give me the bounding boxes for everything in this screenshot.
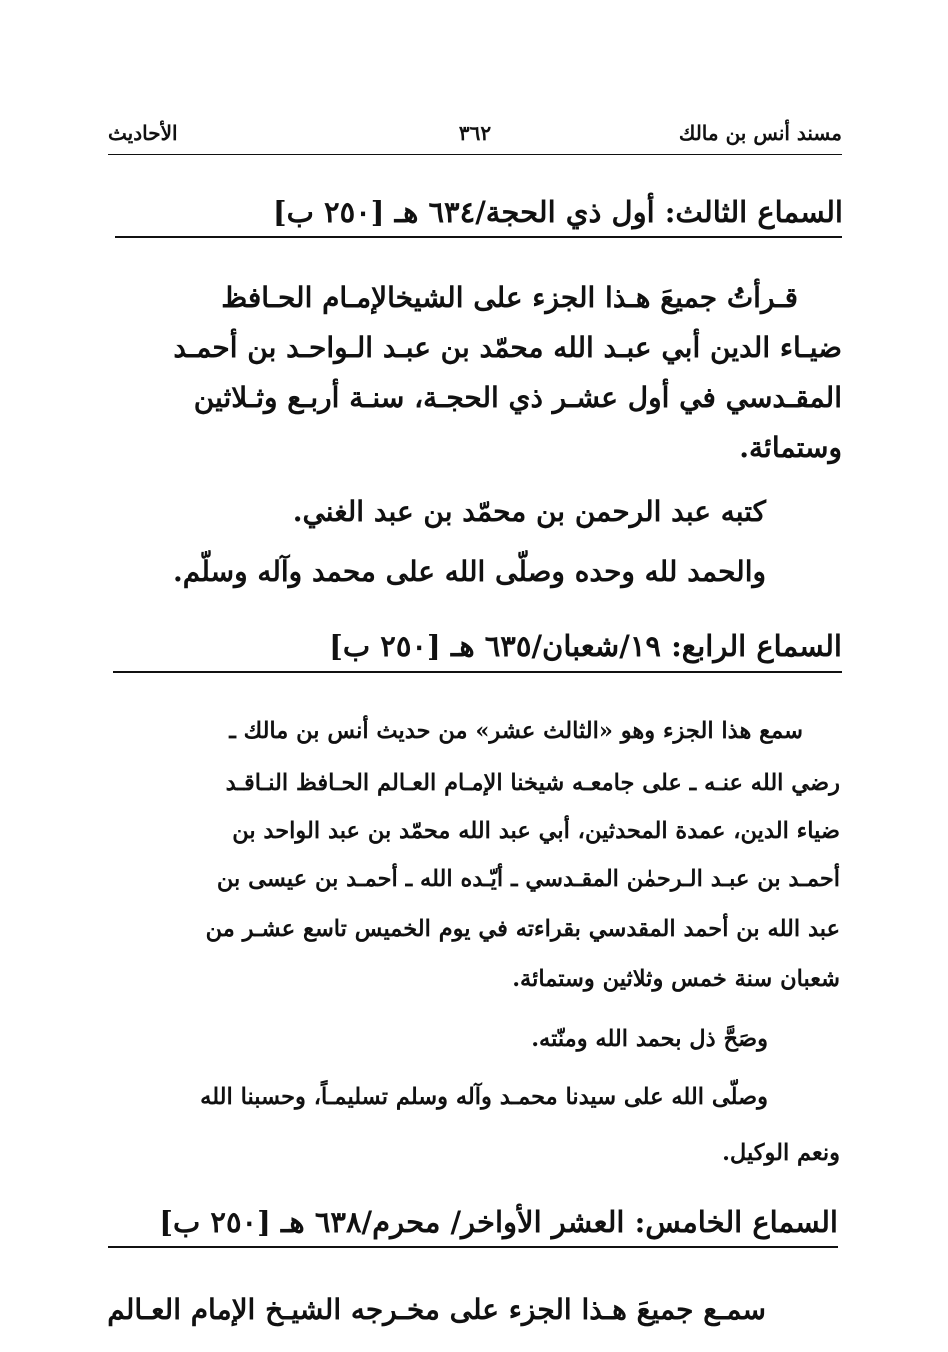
paragraph-line: أحمـد بن عبـد الـرحمٰن المقـدسي ـ أيّـده الله ـ أحمـد بن عيسى بن	[216, 866, 840, 892]
running-header	[108, 118, 842, 154]
paragraph-line: عبد الله بن أحمد المقدسي بقراءته في يوم الخميس تاسع عشـر من	[205, 916, 840, 942]
paragraph-line: سمـع جميعَ هـذا الجزء على مخـرجه الشيـخ الإمام العـالم	[107, 1293, 766, 1326]
heading-rule-3	[115, 236, 842, 238]
paragraph-line: شعبان سنة خمس وثلاثين وستمائة.	[512, 966, 840, 992]
section-heading-5: السماع الخامس: العشر الأواخر/ محرم/٦٣٨ هـ [٢٥٠ ب]	[159, 1205, 838, 1239]
salla-line: ونعم الوكيل.	[722, 1140, 840, 1166]
heading-rule-4	[113, 671, 842, 673]
paragraph-line: قـرأتُ جميعَ هـذا الجزء على الشيخالإمـام الحـافظ	[221, 281, 798, 314]
section-heading-3: السماع الثالث: أول ذي الحجة/٦٣٤ هـ [٢٥٠ ب]	[272, 195, 843, 229]
paragraph-line: ضيـاء الدين أبي عبـد الله محمّد بن عبـد الـواحـد بن أحمـد	[173, 331, 842, 364]
paragraph-line: رضي الله عنـه ـ على جامعـه شيخنا الإمـام العـالم الحـافظ النـاقـد	[225, 770, 840, 796]
paragraph-line: المقـدسي في أول عشـر ذي الحجـة، سنـة أربـع وثـلاثين	[193, 381, 842, 414]
section-heading-4: السماع الرابع: ١٩/شعبان/٦٣٥ هـ [٢٥٠ ب]	[329, 629, 842, 663]
section-title: الأحاديث	[108, 121, 178, 145]
salla-line: وصلّى الله على سيدنا محمـد وآله وسلم تسليمـاً، وحسبنا الله	[200, 1084, 768, 1110]
sahha-line: وصَحَّ ذل بحمد الله ومنّته.	[531, 1026, 768, 1052]
heading-rule-5	[108, 1246, 838, 1248]
book-title: مسند أنس بن مالك	[678, 121, 842, 145]
paragraph-line: ضياء الدين، عمدة المحدثين، أبي عبد الله محمّد بن عبد الواحد بن	[232, 818, 840, 844]
paragraph-line: سمع هذا الجزء وهو «الثالث عشر» من حديث أنس بن مالك ـ	[229, 718, 803, 744]
paragraph-line: وستمائة.	[739, 431, 842, 464]
header-rule	[108, 154, 842, 155]
writer-line: كتبه عبد الرحمن بن محمّد بن عبد الغني.	[292, 495, 766, 528]
closing-line: والحمد لله وحده وصلّى الله على محمد وآله وسلّم.	[172, 555, 766, 588]
page-number: ٣٦٢	[458, 121, 492, 145]
